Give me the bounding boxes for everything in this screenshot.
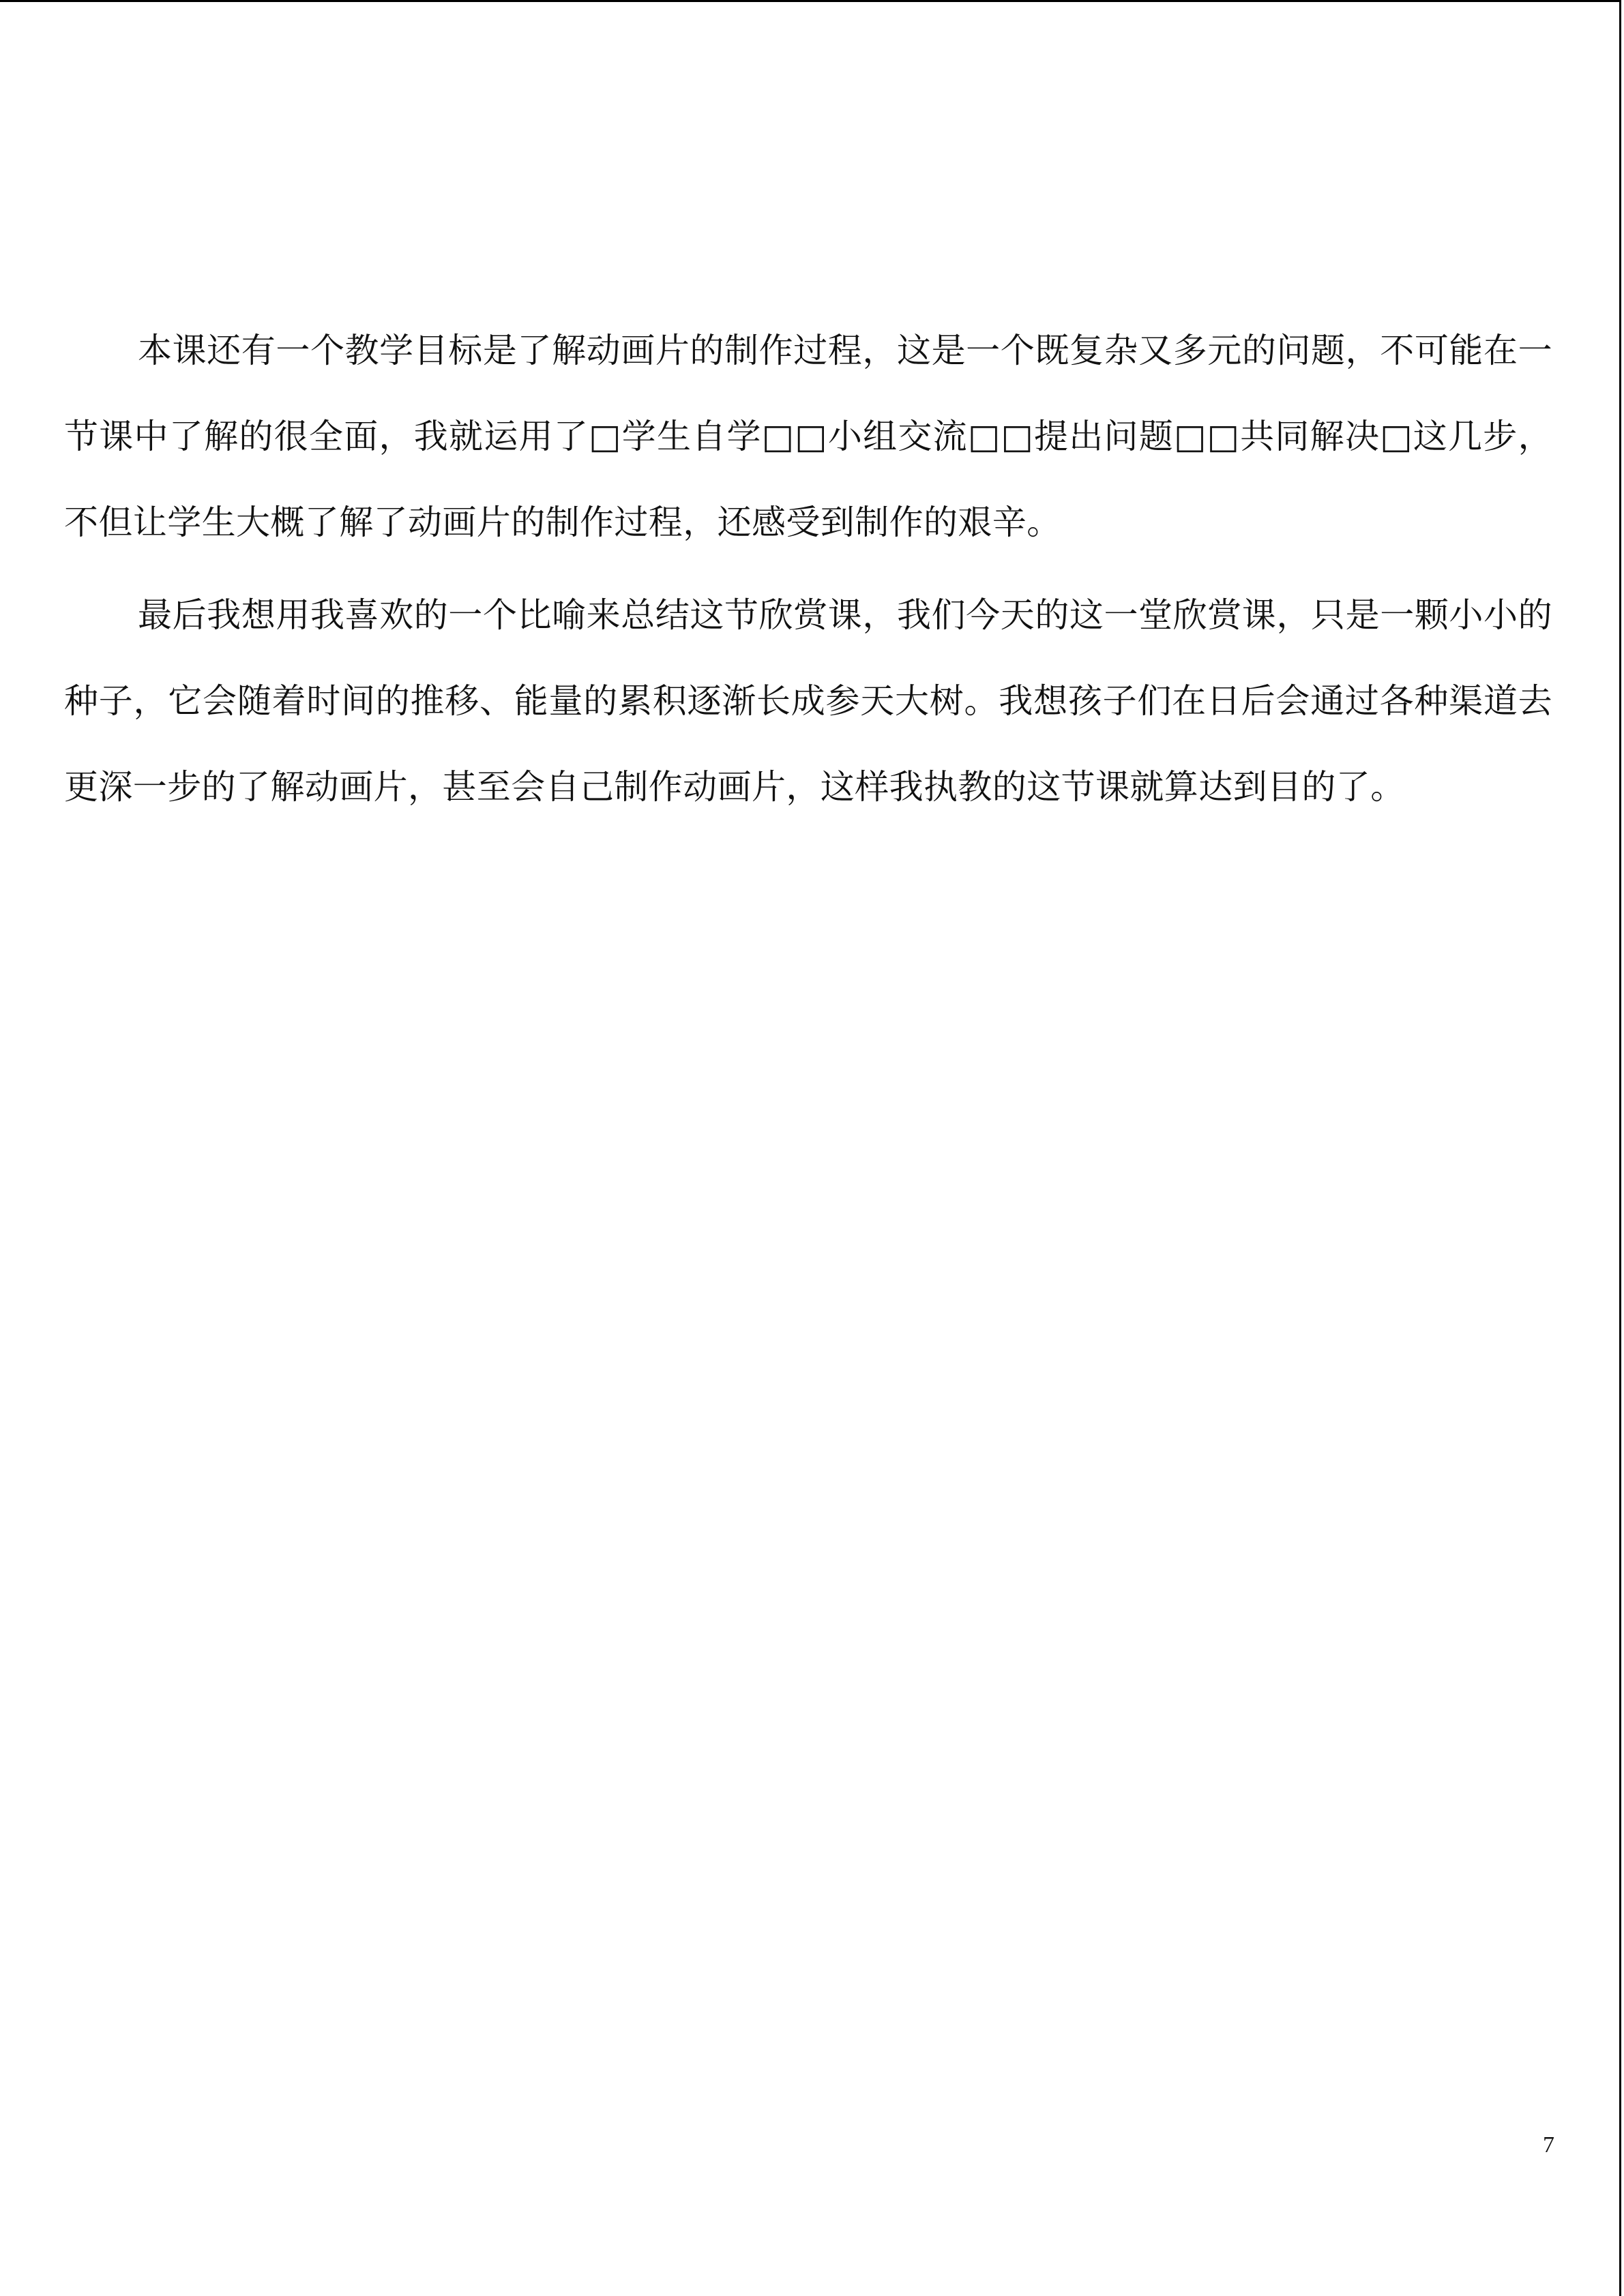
paragraph-conclusion: 最后我想用我喜欢的一个比喻来总结这节欣赏课，我们今天的这一堂欣赏课，只是一颗小小的种子，它会随着时间的推移、能量的累积逐渐长成参天大树。我想孩子们在日后会通过各种渠道去更深一步的了解动画片，甚至会自己制作动画片，这样我执教的这节课就算达到目的了。 — [64, 595, 1552, 807]
body-text — [64, 308, 1552, 837]
page-number: 7 — [1543, 2132, 1554, 2158]
paragraph-teaching-goal: 本课还有一个教学目标是了解动画片的制作过程，这是一个既复杂又多元的问题，不可能在一节课中了解的很全面，我就运用了□学生自学□□小组交流□□提出问题□□共同解决□这几步，不但让学生大概了解了动画片的制作过程，还感受到制作的艰辛。 — [64, 331, 1552, 542]
